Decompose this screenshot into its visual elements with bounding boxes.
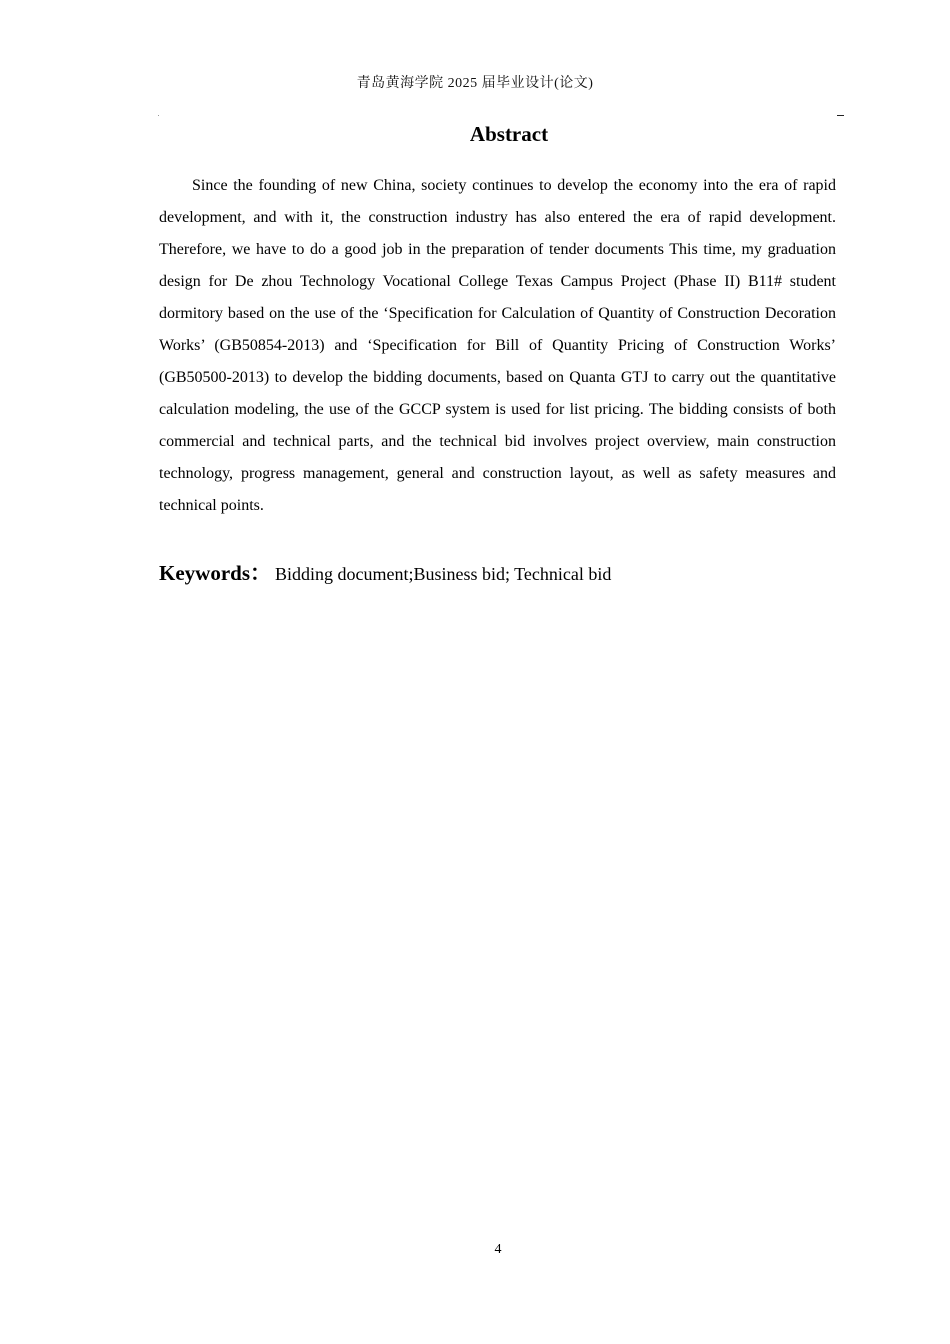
header-mark-right bbox=[837, 115, 844, 116]
keywords-value: Bidding document;Business bid; Technical bid bbox=[275, 564, 612, 584]
abstract-title: Abstract bbox=[469, 122, 549, 146]
keywords-line bbox=[159, 557, 836, 587]
abstract-body: Since the founding of new China, society continues to develop the economy into the era of rapid development, and with it, the construction industry has also entered the era of rapid development. Therefore, we have to do a good job in the preparation of tender documents This time, my graduation design for De zhou Technology Vocational College Texas Campus Project (Phase II) B11# student dormitory based on the use of the ‘Specification for Calculation of Quantity of Construction Decoration Works’ (GB50854-2013) and ‘Specification for Bill of Quantity Pricing of Construction Works’ (GB50500-2013) to develop the bidding documents, based on Quanta GTJ to carry out the quantitative calculation modeling, the use of the GCCP system is used for list pricing. The bidding consists of both commercial and technical parts, and the technical bid involves project overview, main construction technology, progress management, general and construction layout, as well as safety measures and technical points. bbox=[159, 177, 836, 514]
running-header: 青岛黄海学院 2025 届毕业设计(论文) bbox=[356, 76, 594, 91]
page-number: 4 bbox=[494, 1242, 502, 1257]
header-mark-left bbox=[158, 115, 159, 116]
keywords-label: Keywords： bbox=[159, 561, 271, 585]
